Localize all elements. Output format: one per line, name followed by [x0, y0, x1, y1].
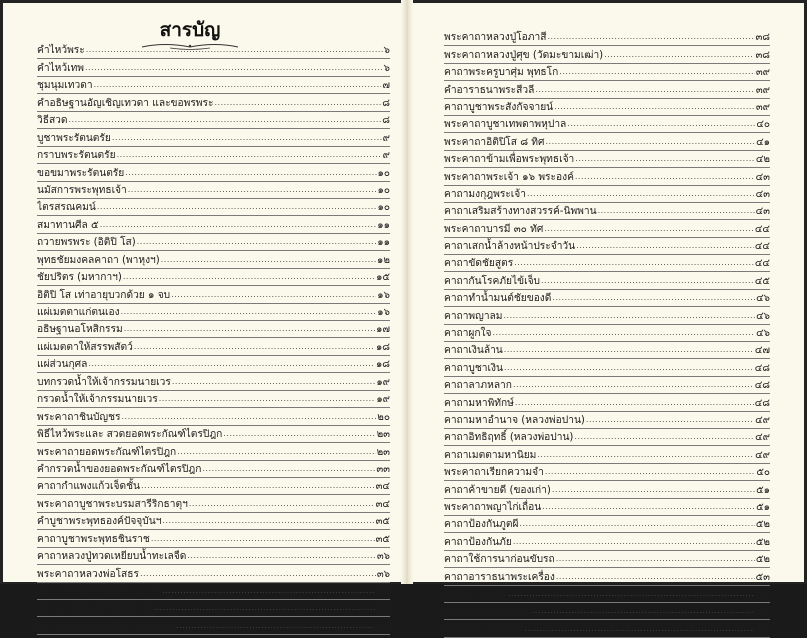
toc-leader-dots — [137, 235, 377, 250]
toc-entry — [444, 133, 770, 150]
toc-leader-dots — [559, 65, 755, 80]
toc-entry-title: พุทธชัยมงคลคาถา (พาหุงฯ) — [37, 254, 160, 266]
toc-entry-title: คำอธิษฐานอัญเชิญเทวดา และขอพรพระ — [37, 97, 214, 109]
toc-entry-title: คาถาใช้การนาก่อนขับรถ — [444, 554, 555, 566]
toc-entry — [444, 394, 770, 411]
toc-entry-page-number: ๔๓ — [755, 171, 770, 183]
toc-entry-title: พระคาถาอิติปิโส ๘ ทิศ — [444, 136, 545, 148]
toc-entry-title: คาถาบูชาเงิน — [444, 362, 503, 374]
toc-entry — [37, 548, 390, 565]
toc-leader-dots — [576, 239, 754, 254]
toc-entry-title: แผ่ส่วนกุศล — [37, 359, 88, 371]
toc-entry — [37, 112, 390, 129]
toc-entry-page-number: ๔๔ — [754, 241, 770, 253]
toc-leader-dots — [214, 96, 381, 111]
toc-leader-dots — [125, 166, 376, 181]
toc-leader-dots — [161, 253, 376, 268]
toc-leader-dots — [535, 83, 755, 98]
toc-entry-title: อธิษฐานอโหสิกรรม — [37, 324, 123, 336]
toc-entry-title: พระคาถาข้ามเพื่อพระพุทธเจ้า — [444, 154, 575, 166]
toc-leader-dots — [513, 535, 755, 550]
toc-leader-dots — [141, 479, 375, 494]
toc-entry-page-number: ๑๐ — [377, 167, 390, 179]
toc-entry — [444, 499, 770, 516]
toc-entry-title: คำอาราธนาพระสีวลี — [444, 84, 535, 96]
toc-entry-title: บทกรวดน้ำให้เจ้ากรรมนายเวร — [37, 376, 171, 388]
toc-leader-dots — [546, 135, 756, 150]
toc-entry-page-number: ๓๘ — [755, 32, 770, 44]
toc-entry-title: ขอขมาพระรัตนตรัย — [37, 167, 125, 179]
toc-entry-title: วิธีสวด — [37, 115, 68, 127]
toc-leader-dots — [554, 100, 755, 115]
toc-entry-title: คาถามหาอำนาจ (หลวงพ่อปาน) — [444, 414, 585, 426]
toc-entry — [444, 307, 770, 324]
toc-entry-title: ไตรสรณคมน์ — [37, 202, 96, 214]
toc-entry — [444, 99, 770, 116]
toc-leader-dots — [598, 204, 755, 219]
toc-entry — [444, 64, 770, 81]
toc-entry-title: พระคาถาบูชาเทพดาพหุปาล — [444, 119, 567, 131]
toc-leader-dots — [140, 567, 376, 582]
toc-leader-dots — [154, 601, 375, 616]
toc-entry-page-number: ๕๔ — [754, 606, 770, 618]
toc-entry — [444, 429, 770, 446]
toc-entry-page-number: ๑๙ — [376, 376, 390, 388]
toc-entry-title: ชุมนุมเทวดา — [37, 80, 93, 92]
toc-entry-title: คำบูชาพระพุทธองค์ปัจจุบันฯ — [37, 516, 162, 528]
toc-entry-page-number: ๑๒ — [377, 254, 390, 266]
toc-entry-page-number: ๔๓ — [755, 188, 770, 200]
toc-entry-page-number: ๕๐ — [756, 467, 770, 479]
toc-leader-dots — [97, 200, 377, 215]
toc-entry-page-number: ๓๖ — [376, 568, 390, 580]
toc-entry-title: แผ่เมตตาแก่ตนเอง — [37, 307, 120, 318]
toc-leader-dots — [94, 78, 382, 93]
toc-entry — [444, 186, 770, 203]
toc-leader-dots — [122, 410, 377, 425]
toc-leader-dots — [514, 256, 754, 271]
toc-entry-page-number: ๓๔ — [375, 481, 390, 493]
toc-entry-page-number: ๓๘ — [755, 49, 770, 61]
toc-entry — [444, 255, 770, 272]
toc-leader-dots — [575, 170, 755, 185]
toc-entry-page-number: ๔๖ — [756, 328, 770, 340]
toc-entry — [37, 617, 390, 634]
toc-leader-dots — [504, 361, 754, 376]
toc-entry-title: พระคาถาพระเจ้า ๑๖ พระองค์ — [444, 171, 574, 183]
toc-entry-title: พระคาถาหลวงพ่อสด วัดปากน้ำ — [37, 620, 176, 632]
toc-leader-dots — [189, 497, 375, 512]
toc-leader-dots — [151, 532, 375, 547]
toc-entry-title: กรวดน้ำให้เจ้ากรรมนายเวร — [37, 394, 158, 406]
toc-entry-page-number: ๔๙ — [755, 414, 770, 426]
toc-entry — [37, 304, 390, 321]
toc-entry-page-number: ๓๙ — [755, 101, 770, 113]
toc-entry — [37, 269, 390, 286]
toc-entry-page-number: ๕๒ — [755, 536, 770, 548]
toc-leader-dots — [124, 322, 375, 337]
toc-leader-dots — [513, 378, 754, 393]
toc-entry — [37, 321, 390, 338]
toc-entry-title: คาถาเงินล้าน — [444, 345, 503, 357]
toc-leader-dots — [504, 309, 756, 324]
toc-entry — [444, 81, 770, 98]
toc-leader-dots — [586, 413, 754, 428]
toc-leader-dots — [508, 587, 755, 602]
toc-entry — [37, 495, 390, 512]
book-spine — [401, 0, 413, 584]
toc-entry-title: พระคาถาหลวงพ่อบ้านแหลม — [37, 586, 161, 597]
toc-leader-dots — [123, 270, 375, 285]
toc-leader-dots — [567, 117, 755, 132]
toc-entry — [37, 251, 390, 268]
toc-entry-page-number: ๘ — [382, 115, 390, 127]
toc-entry — [444, 586, 770, 603]
toc-entry-page-number: ๔๙ — [755, 432, 770, 444]
toc-leader-dots — [69, 113, 382, 128]
toc-entry-title: คาถาบูชาพระพุทธชินราช — [37, 533, 150, 545]
toc-leader-dots — [88, 357, 375, 372]
toc-leader-dots — [112, 131, 382, 146]
toc-entry-page-number: ๑๑ — [377, 237, 390, 249]
toc-leader-dots — [176, 619, 374, 634]
toc-entry — [444, 620, 770, 637]
toc-entry-page-number: ๒๓ — [376, 429, 390, 441]
toc-entry-title: คาถาป้องกันภูตผี — [444, 519, 519, 531]
toc-entry — [37, 234, 390, 251]
toc-leader-dots — [121, 305, 377, 320]
toc-entry — [37, 356, 390, 373]
toc-entry — [37, 42, 390, 59]
toc-entry-page-number: ๓๕ — [375, 533, 390, 545]
toc-entry-title: สมาทานศีล ๕ — [37, 219, 99, 231]
toc-entry-title: พระคาถาหลวงปู่โอภาสี — [444, 32, 547, 44]
toc-entry-title: คาถาผูกใจ — [444, 328, 492, 340]
toc-entry — [37, 59, 390, 76]
left-page-toc-list — [37, 42, 390, 635]
toc-entry-page-number: ๙ — [382, 150, 390, 162]
toc-entry — [37, 600, 390, 617]
toc-entry-page-number: ๒๓ — [376, 446, 390, 458]
toc-entry-title: คาถาท้าวเวสสุวัณ — [444, 623, 524, 635]
toc-entry-title: คาถาบูชาพระพรหม — [444, 606, 531, 618]
toc-entry-page-number: ๕๔ — [754, 623, 770, 635]
toc-entry — [37, 583, 390, 600]
toc-entry — [37, 565, 390, 582]
toc-entry-page-number: ๑๖ — [377, 307, 390, 318]
toc-entry — [37, 77, 390, 94]
toc-entry-page-number: ๕๓ — [755, 571, 770, 583]
toc-entry — [37, 164, 390, 181]
toc-entry-page-number: ๖ — [383, 62, 390, 74]
toc-entry-title: คาถาป้องกันภัย — [444, 536, 512, 548]
toc-entry-title: คาถาขัดชัยสูตร — [444, 258, 514, 270]
toc-leader-dots — [542, 500, 755, 515]
toc-entry — [37, 478, 390, 495]
toc-entry — [37, 373, 390, 390]
toc-leader-dots — [493, 326, 756, 341]
toc-entry-page-number: ๓๕ — [375, 516, 390, 528]
toc-entry — [444, 151, 770, 168]
toc-leader-dots — [604, 48, 754, 63]
toc-entry-page-number: ๔๕ — [754, 275, 770, 287]
toc-entry-page-number: ๕๒ — [755, 554, 770, 566]
toc-entry-page-number: ๔๐ — [756, 119, 770, 131]
toc-entry-page-number: ๔๑ — [756, 136, 770, 148]
toc-entry-page-number: ๔๘ — [754, 362, 770, 374]
toc-entry — [444, 116, 770, 133]
toc-entry-title: พระคาถาบูชาพระบรมสารีริกธาตุฯ — [37, 498, 188, 510]
toc-entry-page-number: ๓๔ — [375, 498, 390, 510]
toc-entry-page-number: ๓๖ — [376, 551, 390, 563]
toc-leader-dots — [537, 448, 754, 463]
toc-entry-page-number: ๔๖ — [756, 293, 770, 305]
toc-entry — [444, 516, 770, 533]
toc-entry-title: พระคาถาพญาไก่เถื่อน — [444, 501, 542, 513]
toc-entry — [444, 238, 770, 255]
toc-entry-page-number: ๓๗ — [375, 586, 390, 597]
toc-entry-title: คาถากำแพงแก้วเจ็ดชั้น — [37, 481, 140, 493]
toc-entry-title: พระคาถาของหลวงพ่อปาน — [37, 603, 153, 615]
toc-leader-dots — [574, 430, 754, 445]
toc-leader-dots — [100, 218, 377, 233]
toc-entry — [37, 513, 390, 530]
toc-entry-page-number: ๔๗ — [754, 345, 770, 357]
toc-leader-dots — [547, 30, 754, 45]
toc-entry — [37, 338, 390, 355]
toc-leader-dots — [85, 61, 383, 76]
toc-leader-dots — [552, 483, 755, 498]
toc-entry — [37, 129, 390, 146]
toc-entry-title: คาถาหลวงปู่ทวดเหยียบน้ำทะเลจืด — [37, 551, 187, 563]
toc-entry — [37, 461, 390, 478]
toc-entry-title: คาถาท่านพ่อลี — [444, 588, 507, 600]
toc-entry-title: อิติปิ โส เท่าอายุบวกด้วย ๑ จบ — [37, 289, 171, 301]
toc-entry-page-number: ๔๒ — [755, 154, 770, 166]
toc-entry — [37, 94, 390, 111]
toc-entry-page-number: ๓๙ — [755, 84, 770, 96]
toc-leader-dots — [187, 549, 375, 564]
toc-leader-dots — [177, 445, 375, 460]
toc-entry-page-number: ๒๐ — [377, 411, 390, 423]
toc-entry-title: คำกรวดน้ำของยอดพระกัณฑ์ไตรปิฎก — [37, 463, 202, 475]
toc-leader-dots — [545, 465, 755, 480]
toc-entry-page-number: ๓๘ — [375, 620, 390, 632]
toc-entry-page-number: ๖ — [383, 45, 390, 57]
toc-entry-page-number: ๕๒ — [755, 519, 770, 531]
toc-entry — [444, 377, 770, 394]
toc-entry-title: แผ่เมตตาให้สรรพสัตว์ — [37, 341, 133, 353]
toc-entry-page-number: ๓๓ — [376, 463, 390, 475]
toc-entry — [444, 412, 770, 429]
toc-entry — [37, 426, 390, 443]
toc-entry — [444, 272, 770, 289]
toc-entry-title: คาถาเสกน้ำล้างหน้าประจำวัน — [444, 241, 576, 253]
toc-entry-page-number: ๙ — [382, 132, 390, 144]
toc-entry-page-number: ๑๕ — [376, 272, 390, 284]
toc-entry-page-number: ๑๙ — [376, 394, 390, 406]
toc-entry-page-number: ๑๘ — [375, 341, 390, 353]
toc-entry-page-number: ๑๐ — [377, 184, 390, 196]
toc-entry — [37, 408, 390, 425]
toc-entry-title: พระคาถาหลวงพ่อโสธร — [37, 568, 139, 580]
toc-leader-dots — [575, 152, 755, 167]
toc-entry-page-number: ๘ — [382, 97, 390, 109]
toc-entry-title: คาถาพระครูบาศุ่ม พุทธโก — [444, 67, 559, 79]
toc-leader-dots — [524, 622, 753, 637]
toc-heading: สารบัญ — [159, 19, 221, 41]
toc-entry-title: คาถามหาพิทักษ์ — [444, 397, 514, 409]
toc-entry — [444, 342, 770, 359]
toc-entry-title: คาถาพญาลม — [444, 310, 503, 322]
toc-leader-dots — [519, 517, 754, 532]
toc-entry-title: ชัยปริตร (มหากาฯ) — [37, 272, 122, 284]
toc-entry-page-number: ๔๖ — [756, 310, 770, 322]
toc-leader-dots — [515, 396, 754, 411]
toc-leader-dots — [552, 291, 755, 306]
toc-entry-title: คาถาบูชาพระสังกัจจายน์ — [444, 101, 554, 113]
toc-entry-page-number: ๔๔ — [754, 223, 770, 235]
toc-entry-title: นมัสการพระพุทธเจ้า — [37, 184, 127, 196]
frame-left — [0, 0, 3, 584]
toc-entry — [444, 481, 770, 498]
toc-entry — [444, 446, 770, 463]
toc-entry-title: คาถาอิทธิฤทธิ์ (หลวงพ่อปาน) — [444, 432, 574, 444]
toc-entry-title: บูชาพระรัตนตรัย — [37, 132, 111, 144]
toc-leader-dots — [223, 427, 375, 442]
toc-leader-dots — [556, 552, 755, 567]
toc-entry-page-number: ๑๑ — [377, 219, 390, 231]
toc-entry — [444, 325, 770, 342]
toc-entry — [444, 568, 770, 585]
toc-leader-dots — [172, 375, 375, 390]
toc-entry-title: พระคาถายอดพระกัณฑ์ไตรปิฎก — [37, 446, 177, 458]
toc-entry — [444, 203, 770, 220]
toc-entry — [444, 168, 770, 185]
toc-entry-title: คาถากันโรคภัยไข้เจ็บ — [444, 275, 541, 287]
toc-entry-title: คาถาอาราธนาพระเครื่อง — [444, 571, 555, 583]
toc-leader-dots — [532, 604, 754, 619]
toc-entry — [444, 290, 770, 307]
toc-leader-dots — [504, 343, 754, 358]
toc-entry-title: คำไหว้เทพ — [37, 62, 85, 74]
toc-entry-title: คาถามงกุฎพระเจ้า — [444, 188, 526, 200]
toc-entry-page-number: ๑๖ — [377, 289, 390, 301]
toc-entry-title: คาถาค้าขายดี (ของเก่า) — [444, 484, 551, 496]
toc-leader-dots — [162, 584, 375, 599]
toc-entry — [37, 216, 390, 233]
toc-entry-title: พระคาถาหลวงปู่ศุข (วัดมะขามเฒ่า) — [444, 49, 604, 61]
toc-entry — [37, 286, 390, 303]
toc-entry — [37, 391, 390, 408]
toc-leader-dots — [134, 340, 375, 355]
toc-entry — [444, 46, 770, 63]
toc-entry — [37, 443, 390, 460]
toc-entry — [444, 359, 770, 376]
toc-entry-title: คาถาทำน้ำมนต์ชัยของดี — [444, 293, 552, 305]
toc-entry-page-number: ๕๓ — [755, 588, 770, 600]
toc-entry-page-number: ๔๘ — [754, 380, 770, 392]
toc-entry — [37, 199, 390, 216]
toc-leader-dots — [544, 222, 754, 237]
toc-entry-title: พิธีไหว้พระและ สวดยอดพระกัณฑ์ไตรปิฎก — [37, 429, 223, 441]
toc-leader-dots — [202, 462, 375, 477]
toc-entry-page-number: ๓๙ — [755, 67, 770, 79]
toc-entry-page-number: ๑๐ — [377, 202, 390, 214]
toc-leader-dots — [117, 148, 382, 163]
toc-entry-page-number: ๕๑ — [756, 484, 770, 496]
toc-entry — [444, 464, 770, 481]
toc-entry — [444, 603, 770, 620]
toc-entry-title: คำไหว้พระ — [37, 45, 85, 57]
toc-entry — [444, 29, 770, 46]
toc-entry — [37, 530, 390, 547]
toc-leader-dots — [162, 514, 374, 529]
toc-entry-title: คาถาเมตตามหานิยม — [444, 449, 537, 461]
toc-leader-dots — [541, 274, 754, 289]
toc-entry-page-number: ๔๙ — [755, 449, 770, 461]
toc-entry-page-number: ๑๗ — [376, 324, 390, 336]
toc-leader-dots — [527, 187, 755, 202]
toc-entry — [444, 551, 770, 568]
toc-leader-dots — [86, 43, 383, 58]
toc-entry-page-number: ๔๘ — [754, 397, 770, 409]
toc-entry-title: คาถาเสริมสร้างทางสวรรค์-นิพพาน — [444, 206, 597, 218]
right-page-toc-list — [444, 29, 770, 638]
toc-entry-title: พระคาถาชินบัญชร — [37, 411, 121, 423]
toc-entry-title: พระคาถาบารมี ๓๐ ทัศ — [444, 223, 544, 235]
toc-entry — [37, 182, 390, 199]
toc-entry-page-number: ๔๔ — [754, 258, 770, 270]
toc-entry-page-number: ๓๗ — [375, 603, 390, 615]
toc-entry — [444, 533, 770, 550]
toc-leader-dots — [128, 183, 377, 198]
toc-leader-dots — [556, 570, 755, 585]
toc-entry-page-number: ๕๑ — [756, 501, 770, 513]
toc-entry-title: คาถาลาภหลาก — [444, 380, 512, 392]
toc-leader-dots — [159, 392, 376, 407]
toc-entry-page-number: ๑๘ — [375, 359, 390, 371]
toc-leader-dots — [171, 288, 376, 303]
toc-entry-page-number: ๔๓ — [755, 206, 770, 218]
toc-entry-page-number: ๗ — [382, 80, 390, 92]
toc-entry-title: พระคาถาเรียกความจำ — [444, 467, 544, 479]
toc-entry — [37, 147, 390, 164]
toc-entry — [444, 220, 770, 237]
toc-entry-title: กราบพระรัตนตรัย — [37, 150, 116, 162]
toc-entry-title: ถวายพรพระ (อิติปิ โส) — [37, 237, 136, 249]
